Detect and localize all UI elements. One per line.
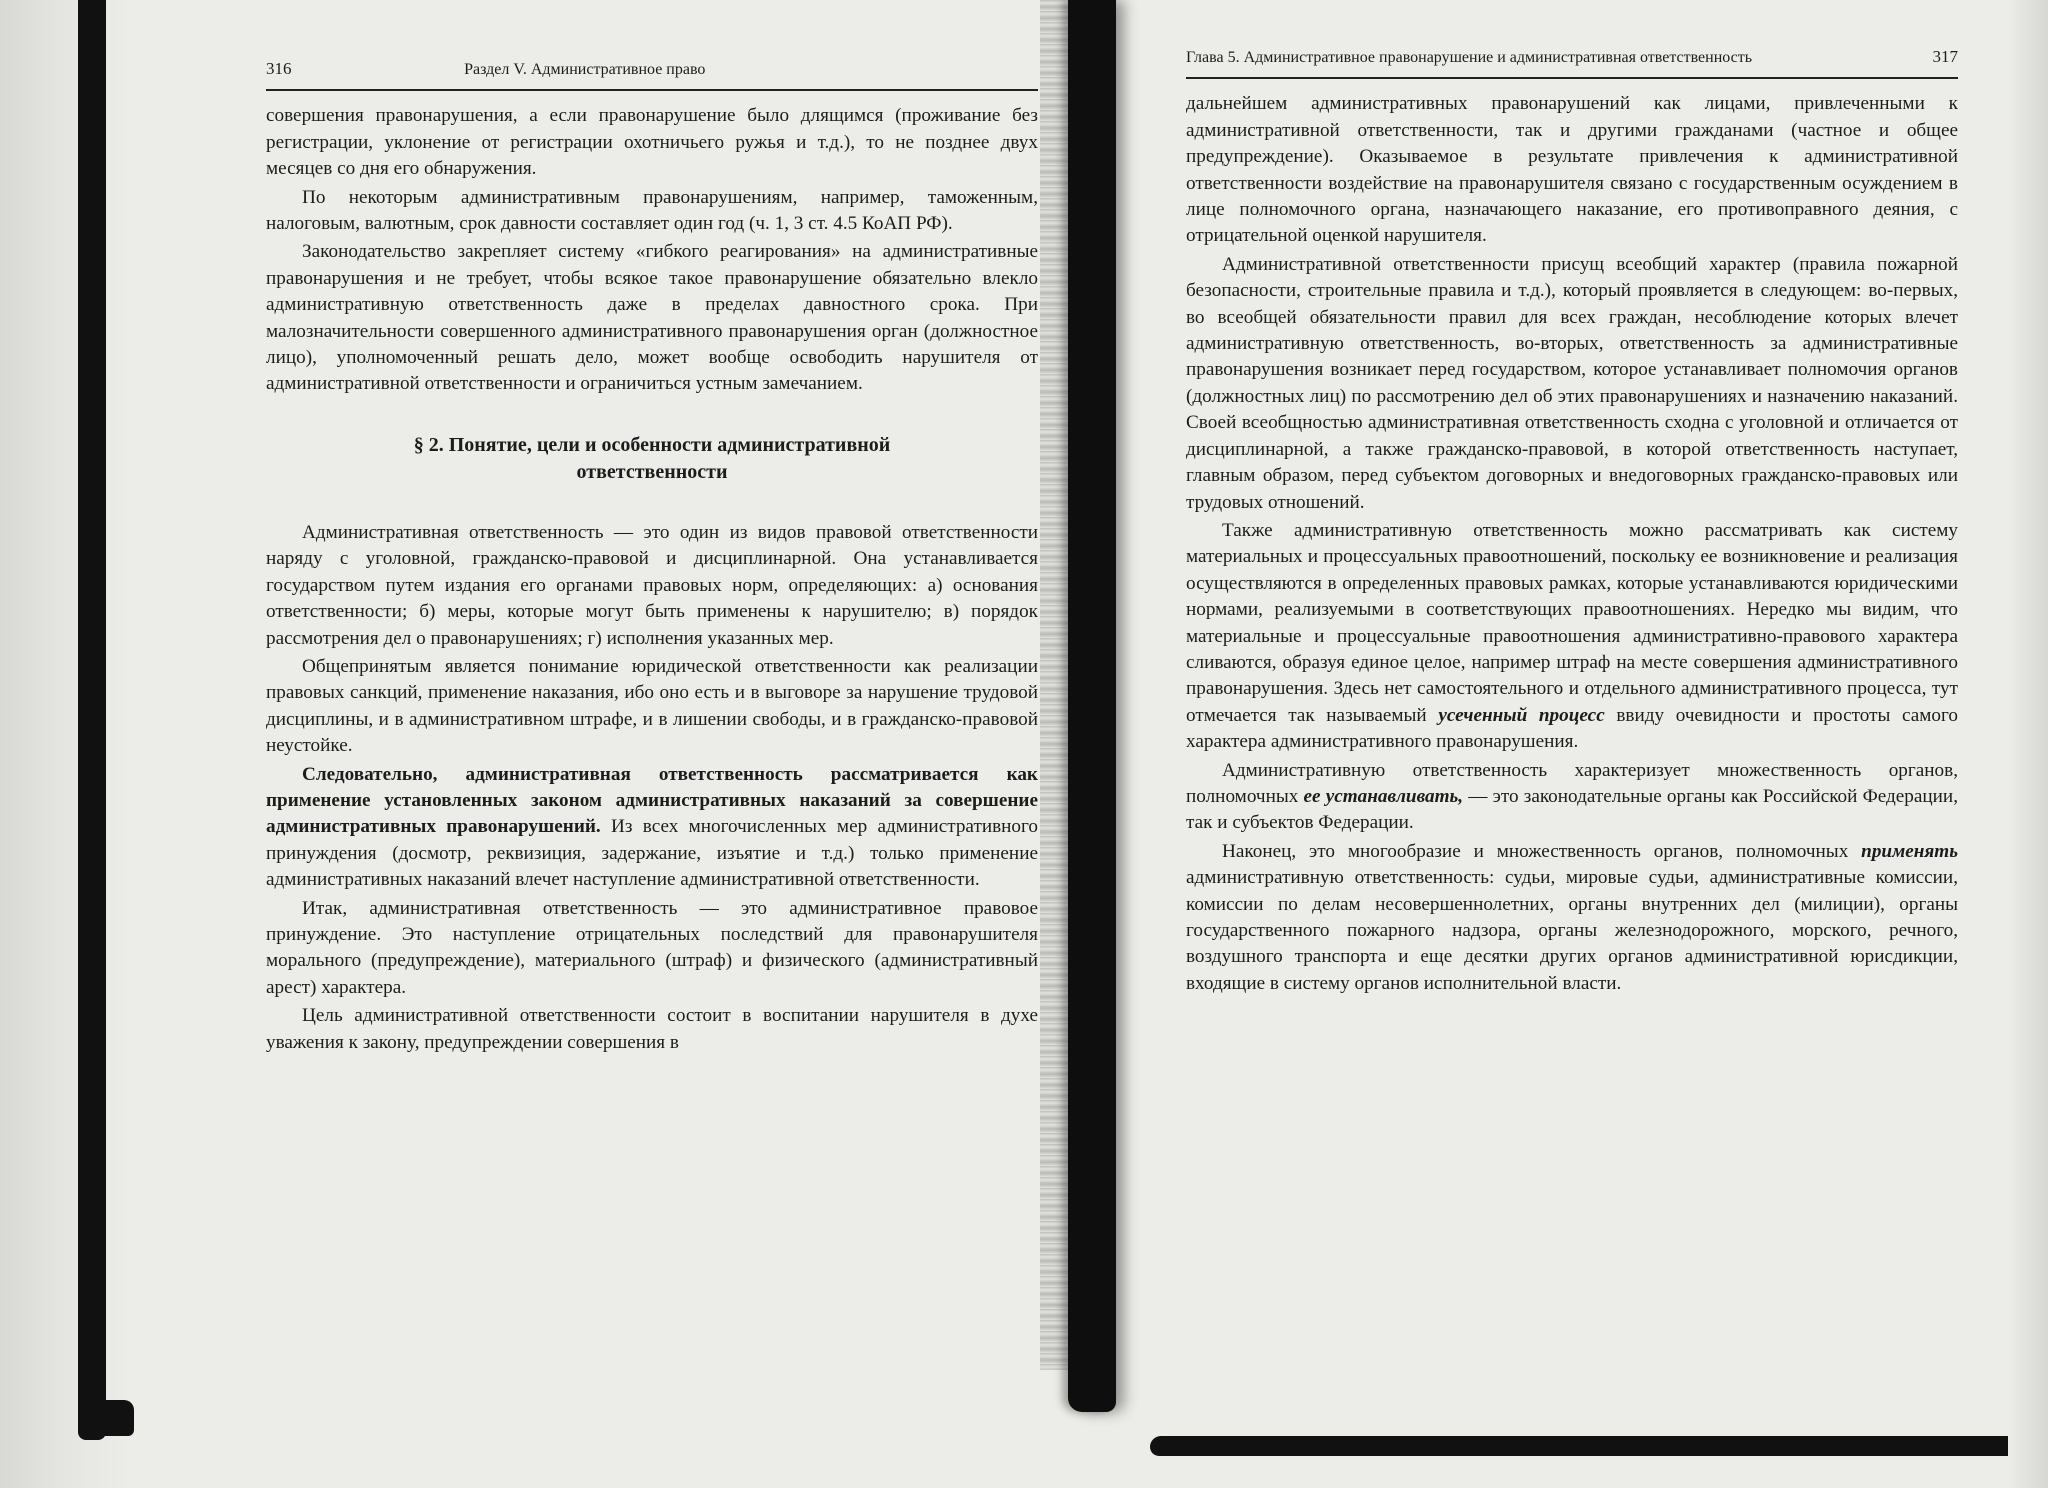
paragraph: Итак, административная ответственность — это административное правовое принуждение. Это наступление отрицательных последствий для правонарушителя морального (предупреждение), материального (штраф) и физического (административный арест) характера. (266, 897, 1038, 998)
scan-right-shadow (2008, 0, 2048, 1488)
definition-rest-text: Из всех многочисленных мер административного принуждения (досмотр, реквизиция, задержание, изъятие и т.д.) только применение административных наказаний влечет наступление административной ответственности. (266, 816, 1038, 891)
definition-paragraph (266, 762, 1038, 894)
scan-left-black-bar (78, 0, 106, 1440)
paragraph (1186, 518, 1958, 756)
paragraph: дальнейшем административных правонарушений как лицами, привлеченными к административной ответственности, так и другими гражданами (частное и общее предупреждение). Оказываемое в результате привлечения к административной ответственности воздействие на правонарушителя связано с государственным осуждением в лице полномочного органа, назначающего наказание, его противоправного деяния, с отрицательной оценкой нарушителя. (1186, 93, 1958, 247)
paragraph: Административной ответственности присущ всеобщий характер (правила пожарной безопасности, строительные правила и т.д.), который проявляется в следующем: во-первых, во всеобщей обязательности правил для всех граждан, несоблюдение которых влечет административную ответственность, во-вторых, ответственность за административные правонарушения возникает перед государством, которое устанавливает полномочия органов (должностных лиц) по рассмотрению дел об этих правонарушениях и назначению наказаний. Своей всеобщностью административная ответственность сходна с уголовной и отличается от дисциплинарной, а также гражданско-правовой, в которой ответственность наступает, главным образом, перед субъектом договорных и внедоговорных гражданско-правовых или трудовых отношений. (1186, 253, 1958, 513)
text-run: административную ответственность: судьи, мировые судьи, административные комиссии, комиссии по делам несовершеннолетних, органы внутренних дел (милиции), органы государственного пожарного надзора, органы железнодорожного, морского, речного, воздушного транспорта и еще десятки других органов административной юрисдикции, входящие в систему органов исполнительной власти. (1186, 867, 1958, 994)
running-title-right: Глава 5. Административное правонарушение и административная ответственность (1186, 49, 1753, 66)
paragraph (1186, 758, 1958, 837)
right-page (1186, 44, 1958, 999)
scan-left-shadow (0, 0, 130, 1488)
definition-bold-text: Следовательно, административная ответственность рассматривается как применение установленных законом административных наказаний за совершение административных правонарушений. (266, 763, 1038, 838)
scan-bottom-black-bar (1150, 1436, 2048, 1456)
text-run: Наконец, это многообразие и множественность органов, полномочных (1222, 840, 1862, 862)
emphasis-text: применять (1861, 840, 1958, 862)
left-running-head (266, 56, 1038, 91)
paragraph: Цель административной ответственности состоит в воспитании нарушителя в духе уважения к закону, предупреждении совершения в (266, 1005, 1038, 1053)
scan-left-black-foot (78, 1400, 134, 1436)
page-number-left: 316 (266, 59, 292, 78)
right-running-head (1186, 44, 1958, 79)
paragraph: Административная ответственность — это один из видов правовой ответственности наряду с уголовной, гражданско-правовой и дисциплинарной. Она устанавливается государством путем издания его органами правовых норм, определяющих: а) основания ответственности; б) меры, которые могут быть применены к нарушителю; в) порядок рассмотрения дел о правонарушениях; г) исполнения указанных мер. (266, 521, 1038, 649)
page-number-right: 317 (1932, 47, 1958, 66)
paragraph: По некоторым административным правонарушениям, например, таможенным, налоговым, валютным, срок давности составляет один год (ч. 1, 3 ст. 4.5 КоАП РФ). (266, 186, 1038, 235)
running-title-left: Раздел V. Административное право (464, 61, 706, 78)
section-heading-line-1: § 2. Понятие, цели и особенности административной (413, 433, 891, 456)
paragraph: Общепринятым является понимание юридической ответственности как реализации правовых санкций, применение наказания, ибо оно есть и в выговоре за нарушение трудовой дисциплины, и в административном штрафе, и в лишении свободы, и в гражданско-правовой неустойке. (266, 655, 1038, 757)
emphasis-text: усеченный процесс (1438, 704, 1605, 726)
section-heading (306, 432, 998, 486)
text-run: Также административную ответственность можно рассматривать как систему материальных и процессуальных правоотношений, поскольку ее возникновение и реализация осуществляются в определенных правовых рамках, которые устанавливаются юридическими нормами, реализуемыми в соответствующих правоотношениях. Нередко мы видим, что материальные и процессуальные правоотношения административно-правового характера сливаются, образуя единое целое, например штраф на месте совершения административного правонарушения. Здесь нет самостоятельного и отдельного административного процесса, тут отмечается так называемый (1186, 519, 1958, 726)
emphasis-text: ее устанавливать, (1303, 785, 1464, 807)
book-gutter (1068, 0, 1116, 1412)
paragraph (1186, 839, 1958, 997)
section-heading-line-2: ответственности (576, 460, 728, 483)
left-page (266, 56, 1038, 1058)
text-run: — это законодательные органы как Российской Федерации, так и субъектов Федерации. (1186, 785, 1958, 834)
scan-gutter-noise (1040, 0, 1070, 1370)
text-run: ввиду очевидности и простоты самого характера административного правонарушения. (1186, 704, 1958, 753)
paragraph: Законодательство закрепляет систему «гибкого реагирования» на административные правонарушения и не требует, чтобы всякое такое правонарушение обязательно влекло административную ответственность даже в пределах давностного срока. При малозначительности совершенного административного правонарушения орган (должностное лицо), уполномоченный решать дело, может вообще освободить нарушителя от административной ответственности и ограничиться устным замечанием. (266, 241, 1038, 395)
text-run: Административную ответственность характеризует множественность органов, полномочных (1186, 759, 1958, 807)
paragraph: совершения правонарушения, а если правонарушение было длящимся (проживание без регистрации, уклонение от регистрации охотничьего ружья и т.д.), то не позднее двух месяцев со дня его обнаружения. (266, 105, 1038, 180)
